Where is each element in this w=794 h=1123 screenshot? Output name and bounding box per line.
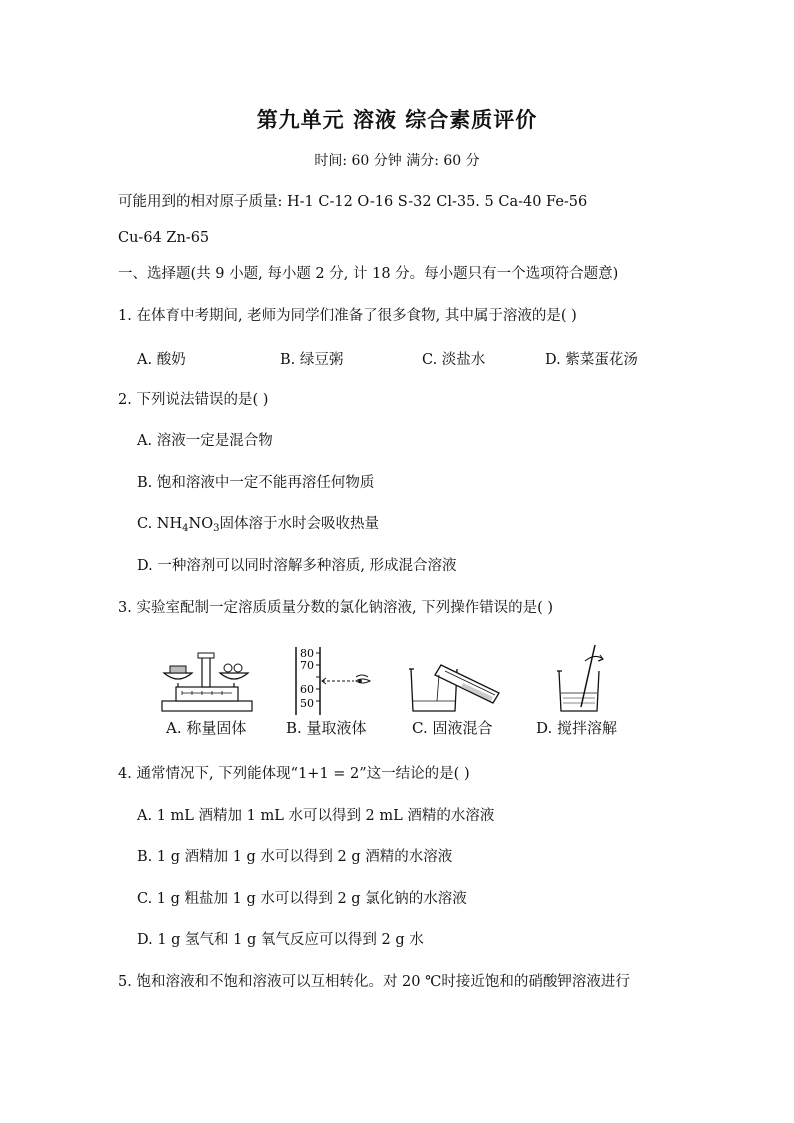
question-4-option-d: D. 1 g 氢气和 1 g 氧气反应可以得到 2 g 水 <box>137 932 424 948</box>
question-4-option-a: A. 1 mL 酒精加 1 mL 水可以得到 2 mL 酒精的水溶液 <box>137 808 495 824</box>
question-4-option-b: B. 1 g 酒精加 1 g 水可以得到 2 g 酒精的水溶液 <box>137 849 453 865</box>
graduated-cylinder-figure <box>290 643 380 715</box>
atomic-mass-line-1: 可能用到的相对原子质量: H-1 C-12 O-16 S-32 Cl-35. 5 Ca-40 Fe-56 <box>118 194 588 210</box>
question-4-stem: 4. 通常情况下, 下列能体现“1+1 = 2”这一结论的是( ) <box>118 766 470 782</box>
question-1-option-a: A. 酸奶 <box>137 352 186 368</box>
question-2-option-d: D. 一种溶剂可以同时溶解多种溶质, 形成混合溶液 <box>137 558 457 574</box>
question-1-stem: 1. 在体育中考期间, 老师为同学们准备了很多食物, 其中属于溶液的是( ) <box>118 308 577 324</box>
cylinder-tick-70: 70 <box>300 659 314 672</box>
question-1-option-b: B. 绿豆粥 <box>280 352 344 368</box>
pouring-figure <box>405 643 505 715</box>
figure-a-caption: A. 称量固体 <box>166 719 247 737</box>
page-title: 第九单元 溶液 综合素质评价 <box>256 107 538 132</box>
balance-scale-figure <box>158 643 256 715</box>
cylinder-tick-60: 60 <box>300 683 314 696</box>
question-1-option-c: C. 淡盐水 <box>422 352 486 368</box>
question-5-stem: 5. 饱和溶液和不饱和溶液可以互相转化。对 20 ℃时接近饱和的硝酸钾溶液进行 <box>118 974 630 990</box>
figure-d-caption: D. 搅拌溶解 <box>536 719 618 737</box>
question-1-option-d: D. 紫菜蛋花汤 <box>545 352 638 368</box>
section-heading: 一、选择题(共 9 小题, 每小题 2 分, 计 18 分。每小题只有一个选项符合题意) <box>118 266 619 282</box>
cylinder-tick-50: 50 <box>300 697 314 710</box>
figure-c-caption: C. 固液混合 <box>412 719 493 737</box>
exam-time-score: 时间: 60 分钟 满分: 60 分 <box>314 153 480 169</box>
question-2-stem: 2. 下列说法错误的是( ) <box>118 392 269 408</box>
question-2-option-a: A. 溶液一定是混合物 <box>137 433 273 449</box>
question-3-figures <box>140 643 660 743</box>
figure-b-caption: B. 量取液体 <box>286 719 367 737</box>
atomic-mass-line-2: Cu-64 Zn-65 <box>118 230 210 246</box>
stirring-figure <box>545 643 615 715</box>
question-3-stem: 3. 实验室配制一定溶质质量分数的氯化钠溶液, 下列操作错误的是( ) <box>118 600 554 616</box>
question-2-option-c: C. $NH_4NO_3$固体溶于水时会吸收热量 <box>137 516 379 534</box>
question-4-option-c: C. 1 g 粗盐加 1 g 水可以得到 2 g 氯化钠的水溶液 <box>137 891 467 907</box>
cylinder-tick-80: 80 <box>300 647 314 660</box>
question-2-option-b: B. 饱和溶液中一定不能再溶任何物质 <box>137 475 375 491</box>
